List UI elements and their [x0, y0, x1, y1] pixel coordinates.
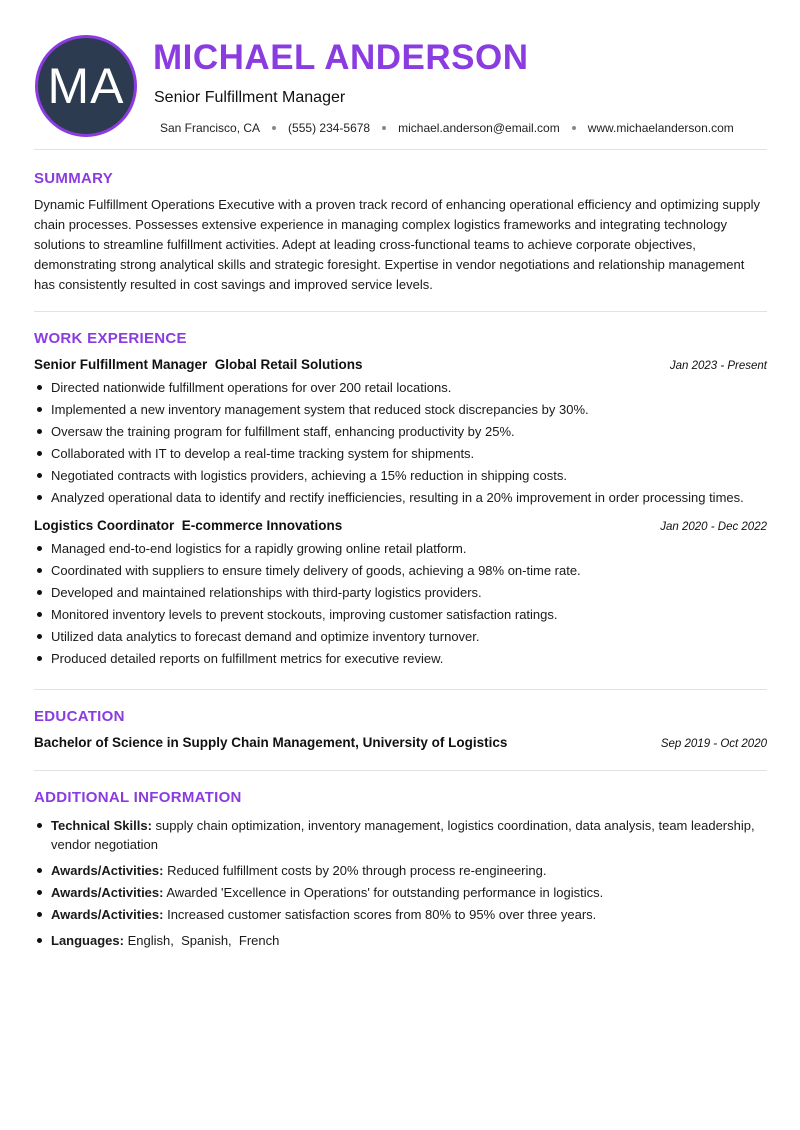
resume-page: [34, 0, 767, 953]
list-item: Produced detailed reports on fulfillment metrics for executive review.: [34, 649, 767, 668]
item-text: Awarded 'Excellence in Operations' for outstanding performance in logistics.: [166, 885, 604, 900]
list-item: Managed end-to-end logistics for a rapidly growing online retail platform.: [34, 539, 767, 558]
education-entry: [34, 735, 767, 750]
list-item: [34, 931, 767, 950]
item-label: Languages:: [51, 933, 124, 948]
candidate-name: MICHAEL ANDERSON: [153, 38, 529, 77]
resume-header: [34, 0, 767, 150]
item-label: Awards/Activities:: [51, 863, 164, 878]
list-item: Analyzed operational data to identify and rectify inefficiencies, resulting in a 20% improvement in order processing times.: [34, 488, 767, 507]
summary-text: Dynamic Fulfillment Operations Executive with a proven track record of enhancing operational efficiency and optimizing supply chain processes. Possesses extensive experience in managing complex logistics frameworks and integrating technology solutions to streamline fulfillment activities. Adept at leading cross-functional teams to achieve corporate objectives, demonstrating strong analytical skills and strategic foresight. Expertise in vendor negotiations and relationship management has consistently resulted in cost savings and improved service levels.: [34, 197, 760, 292]
summary-section: [34, 150, 767, 312]
list-item: Negotiated contracts with logistics providers, achieving a 15% reduction in shipping costs.: [34, 466, 767, 485]
item-label: Awards/Activities:: [51, 885, 164, 900]
list-item: Monitored inventory levels to prevent stockouts, improving customer satisfaction ratings.: [34, 605, 767, 624]
list-item: [34, 883, 767, 902]
item-label: Technical Skills:: [51, 818, 152, 833]
section-heading-experience: WORK EXPERIENCE: [34, 330, 187, 347]
list-item: Developed and maintained relationships with third-party logistics providers.: [34, 583, 767, 602]
education-section: [34, 690, 767, 771]
list-item: [34, 861, 767, 880]
list-item: [34, 816, 767, 854]
job-date: Jan 2020 - Dec 2022: [660, 521, 767, 533]
separator-dot-icon: [382, 126, 386, 130]
contact-phone: (555) 234-5678: [288, 121, 371, 135]
separator-dot-icon: [272, 126, 276, 130]
job-bullets: [34, 378, 767, 507]
additional-list: [34, 816, 767, 950]
section-heading-additional: ADDITIONAL INFORMATION: [34, 789, 242, 806]
work-experience-section: [34, 312, 767, 690]
section-heading-education: EDUCATION: [34, 708, 125, 725]
list-item: Coordinated with suppliers to ensure timely delivery of goods, achieving a 98% on-time rate.: [34, 561, 767, 580]
job-entry: [34, 357, 767, 507]
avatar: [35, 35, 137, 137]
job-bullets: [34, 539, 767, 668]
list-item: Implemented a new inventory management system that reduced stock discrepancies by 30%.: [34, 400, 767, 419]
contact-location: San Francisco, CA: [160, 121, 261, 135]
section-heading-summary: SUMMARY: [34, 170, 114, 187]
job-header: [34, 518, 767, 533]
item-text: Increased customer satisfaction scores from 80% to 95% over three years.: [167, 907, 597, 922]
job-entry: [34, 518, 767, 668]
list-item: [34, 905, 767, 924]
item-text: supply chain optimization, inventory management, logistics coordination, data analysis, team leadership, vendor negotiation: [51, 818, 755, 852]
list-item: Oversaw the training program for fulfillment staff, enhancing productivity by 25%.: [34, 422, 767, 441]
item-label: Awards/Activities:: [51, 907, 164, 922]
contact-email[interactable]: michael.anderson@email.com: [398, 121, 560, 135]
avatar-initials: MA: [47, 58, 125, 114]
job-date: Jan 2023 - Present: [669, 360, 767, 372]
contact-website[interactable]: www.michaelanderson.com: [587, 121, 734, 135]
degree: Bachelor of Science in Supply Chain Management, University of Logistics: [34, 735, 508, 750]
job-title-headline: Senior Fulfillment Manager: [154, 89, 346, 106]
job-title: Senior Fulfillment Manager Global Retail Solutions: [34, 357, 363, 372]
job-title: Logistics Coordinator E-commerce Innovations: [34, 518, 343, 533]
list-item: Directed nationwide fulfillment operations for over 200 retail locations.: [34, 378, 767, 397]
additional-information-section: [34, 771, 767, 950]
separator-dot-icon: [572, 126, 576, 130]
job-header: [34, 357, 767, 372]
item-text: Reduced fulfillment costs by 20% through process re-engineering.: [167, 863, 547, 878]
education-date: Sep 2019 - Oct 2020: [660, 738, 767, 750]
contact-line: [160, 121, 734, 135]
list-item: Utilized data analytics to forecast demand and optimize inventory turnover.: [34, 627, 767, 646]
list-item: Collaborated with IT to develop a real-time tracking system for shipments.: [34, 444, 767, 463]
item-text: English, Spanish, French: [127, 933, 280, 948]
